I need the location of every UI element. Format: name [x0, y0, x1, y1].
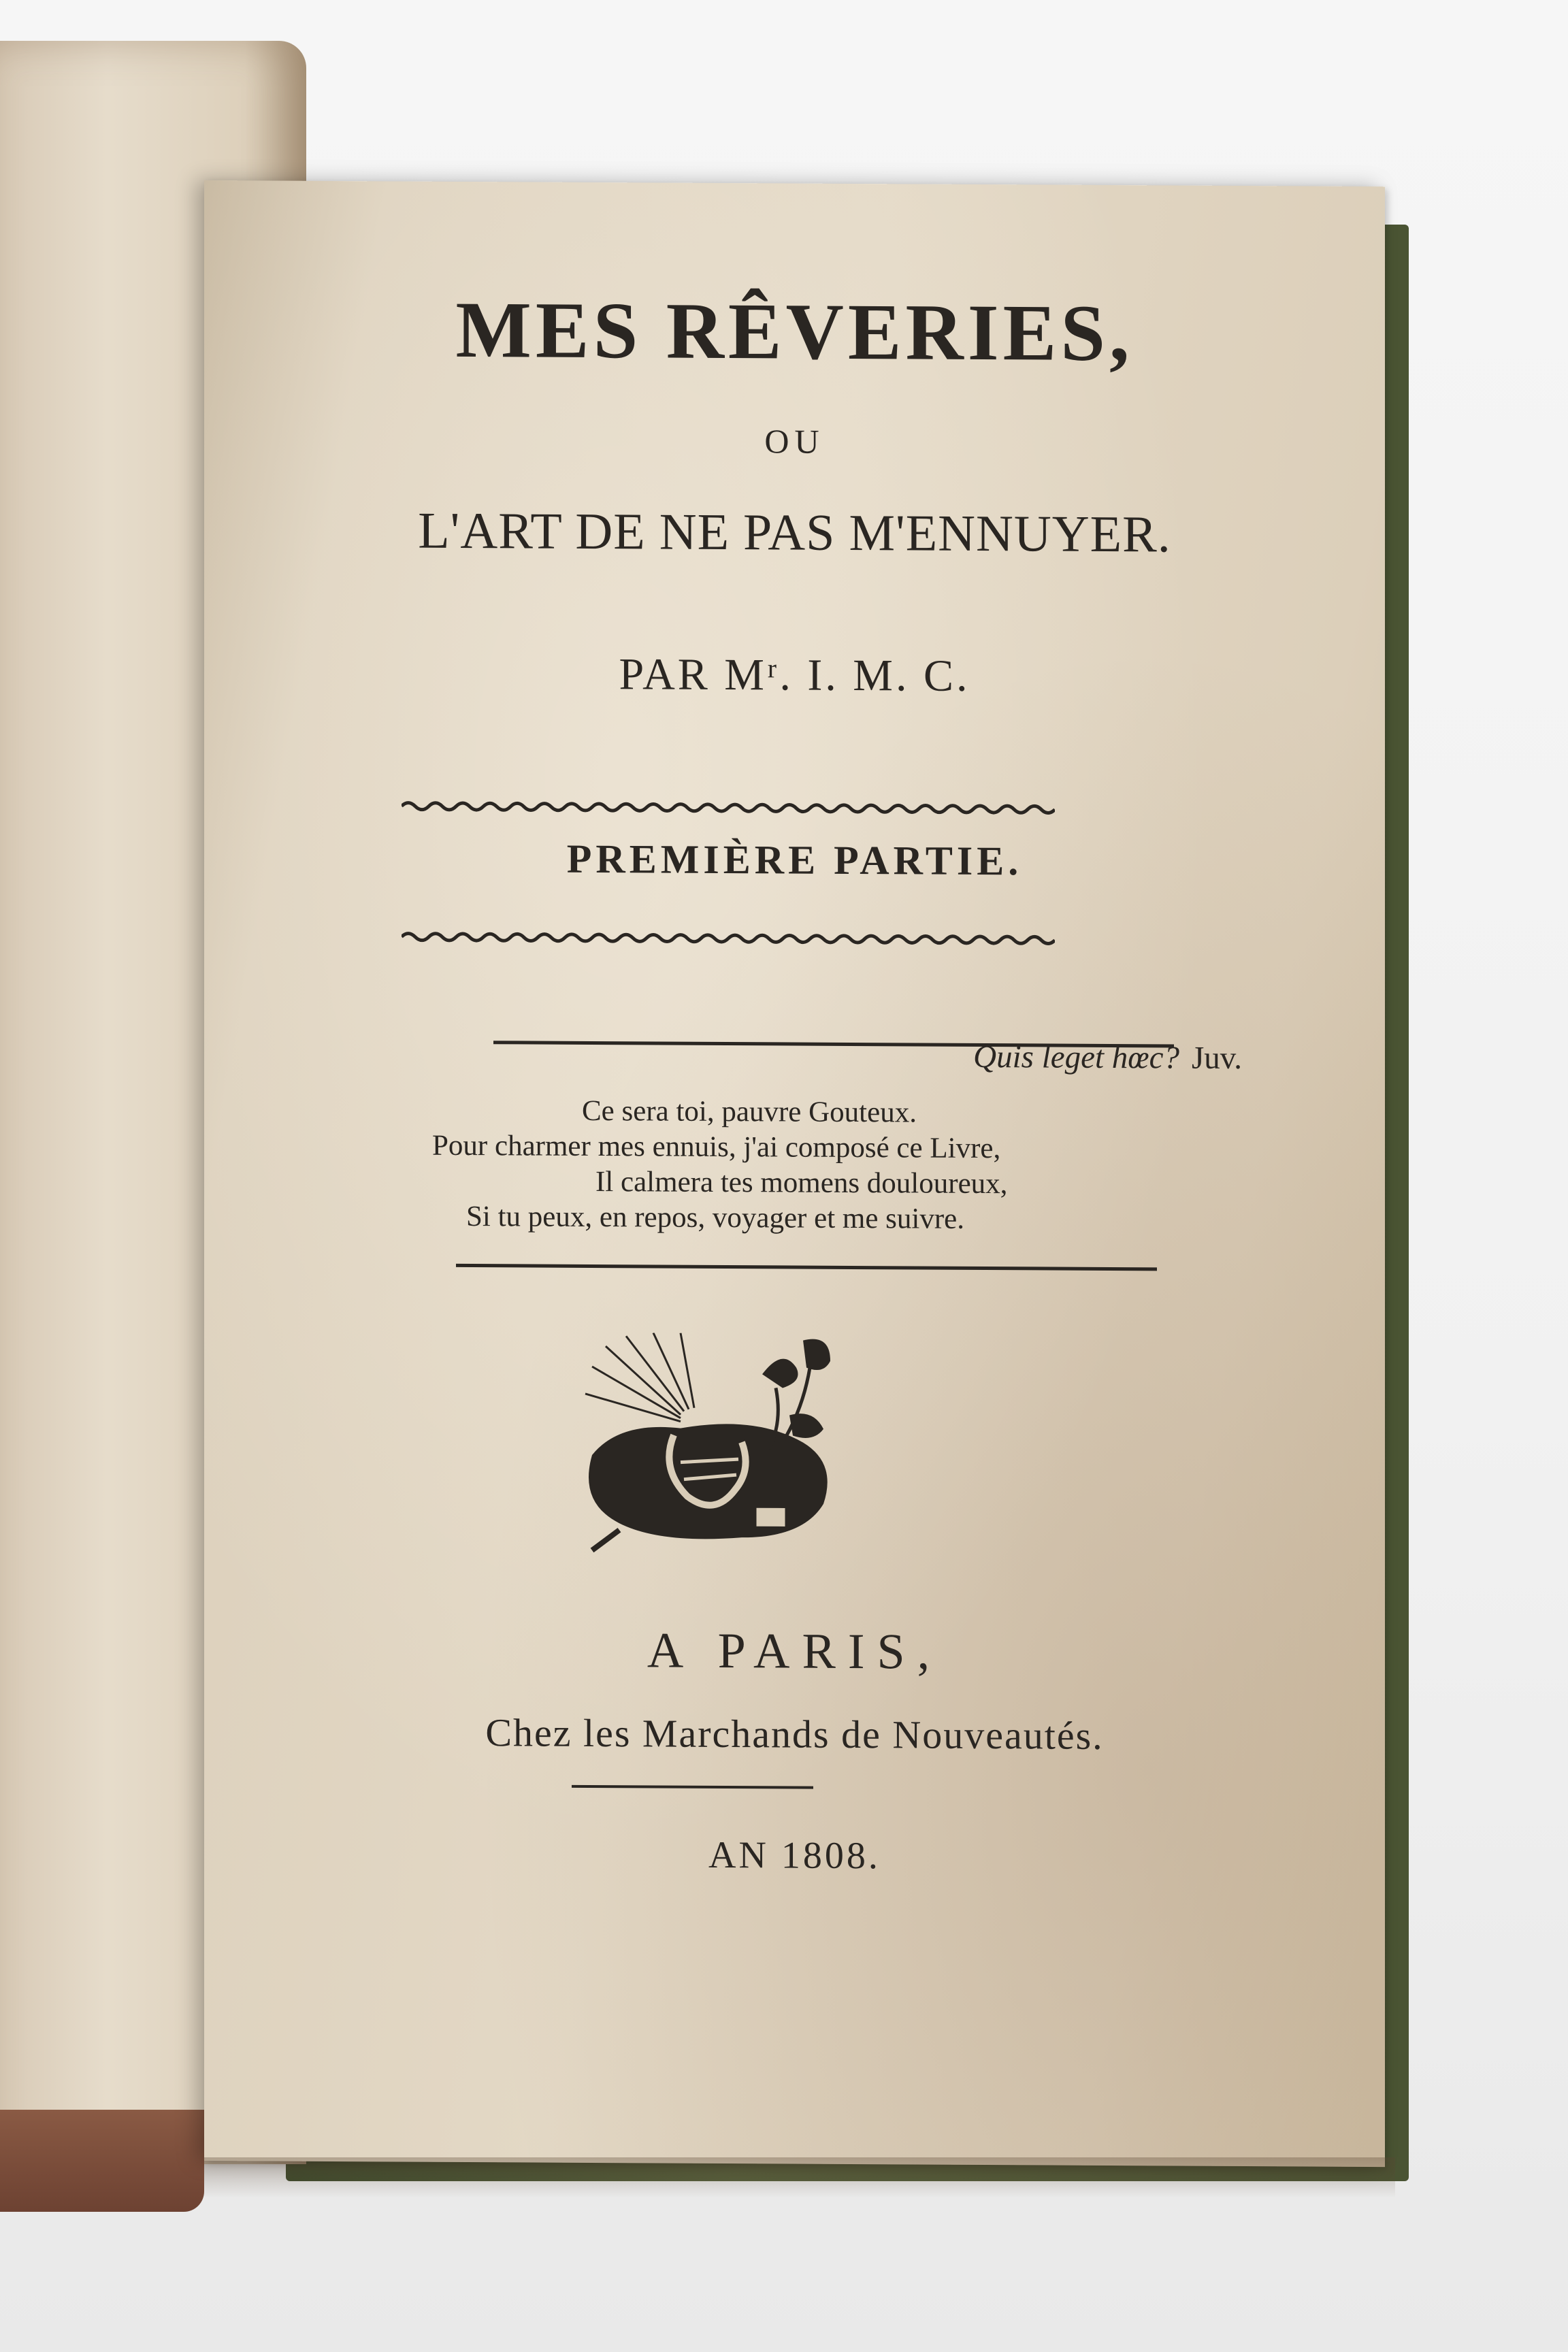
imprint-publisher: Chez les Marchands de Nouveautés. — [485, 1710, 1104, 1758]
author-line: PAR Mʳ. I. M. C. — [619, 649, 970, 701]
imprint-place: A PARIS, — [647, 1622, 943, 1680]
imprint-rule — [572, 1785, 813, 1789]
lyre-woodcut-icon — [578, 1333, 871, 1558]
wavy-rule-top — [402, 800, 1055, 817]
book-subtitle: L'ART DE NE PAS M'ENNUYER. — [418, 502, 1171, 564]
imprint-date: AN 1808. — [708, 1833, 881, 1878]
epigraph-verse-3: Il calmera tes momens douloureux, — [595, 1166, 1008, 1200]
wavy-rule-bottom — [402, 930, 1055, 947]
page-shadow — [204, 2157, 1395, 2198]
epigraph-rule-bottom — [456, 1264, 1157, 1271]
book-title: MES RÊVERIES, — [455, 284, 1134, 378]
part-heading: PREMIÈRE PARTIE. — [566, 836, 1023, 884]
epigraph-verse-1: Ce sera toi, pauvre Gouteux. — [582, 1094, 917, 1129]
epigraph-verse-4: Si tu peux, en repos, voyager et me suivre. — [466, 1200, 965, 1235]
epigraph-citation — [973, 1039, 1242, 1077]
epigraph-source: Juv. — [1192, 1040, 1242, 1076]
title-page — [204, 180, 1385, 2167]
title-conjunction: OU — [764, 422, 825, 461]
epigraph-verse-2: Pour charmer mes ennuis, j'ai composé ce Livre, — [432, 1129, 1001, 1165]
epigraph-quote: Quis leget hœc? — [973, 1039, 1179, 1076]
leather-binding-corner — [0, 2110, 204, 2212]
